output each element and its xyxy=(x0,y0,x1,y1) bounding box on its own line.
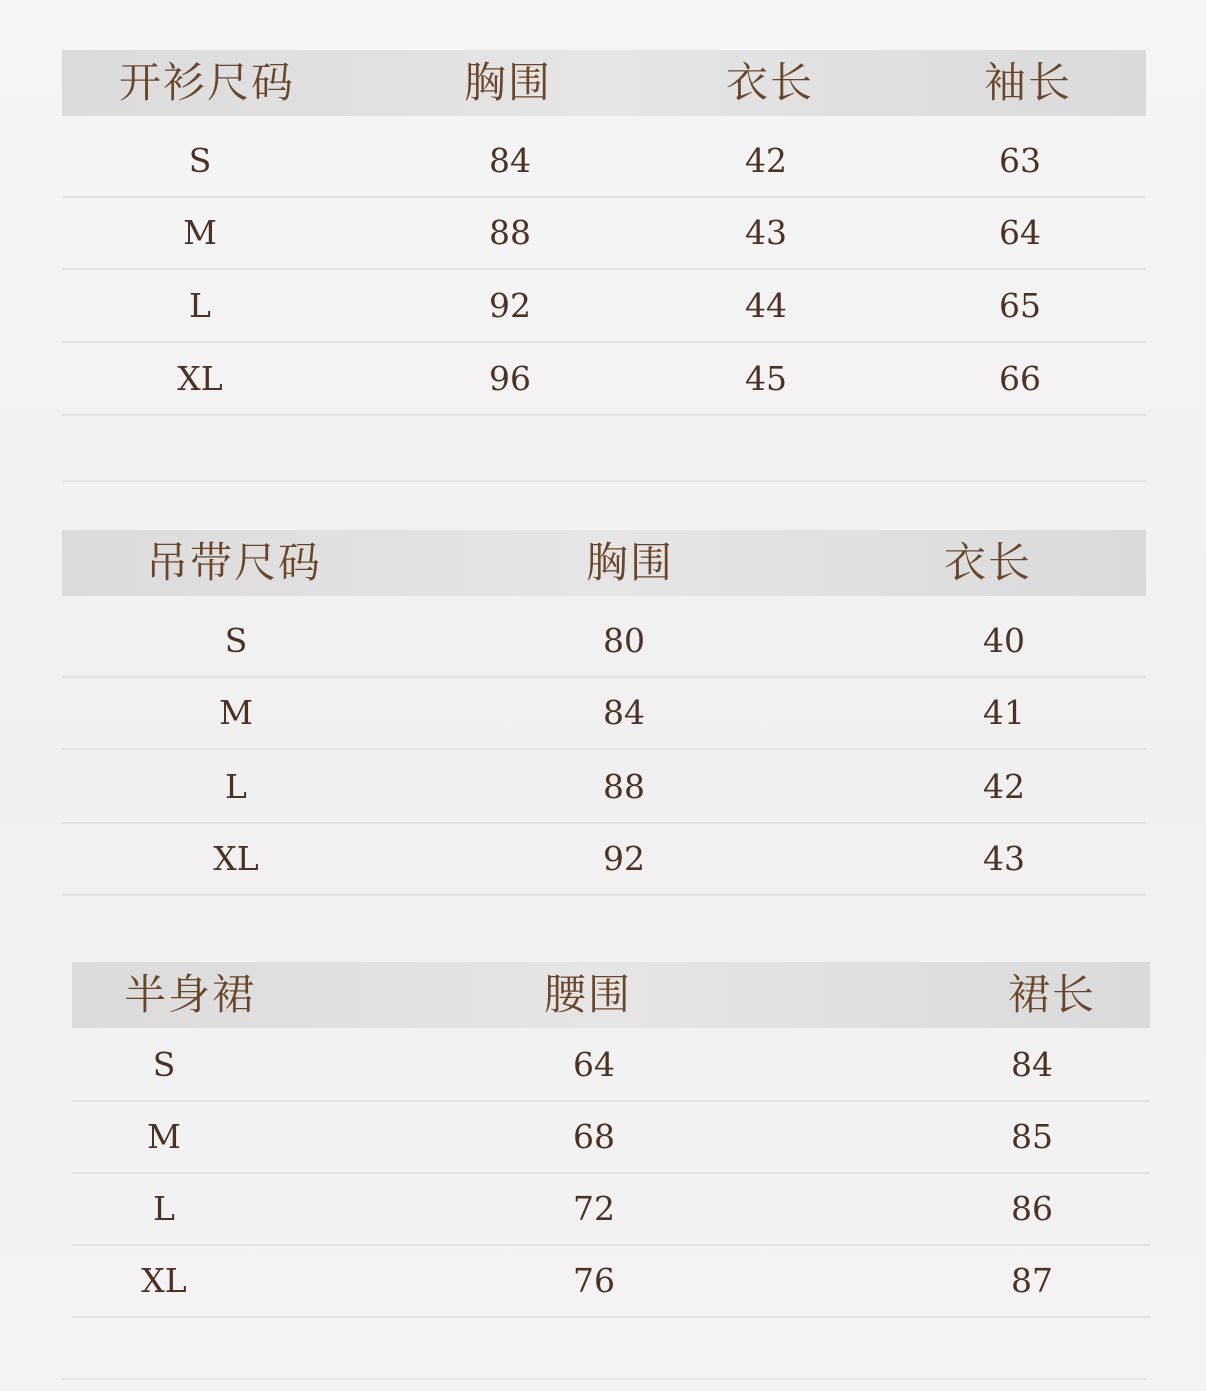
skirt-length-cell: 86 xyxy=(1011,1189,1053,1228)
sleeve-cell: 63 xyxy=(999,141,1041,180)
waist-cell: 72 xyxy=(573,1189,615,1228)
sleeve-cell: 66 xyxy=(999,359,1041,398)
skirt-length-cell: 84 xyxy=(1011,1045,1053,1084)
table-row xyxy=(62,198,1146,270)
header-size: 吊带尺码 xyxy=(145,538,323,587)
size-cell: XL xyxy=(141,1261,187,1300)
camisole-table-header xyxy=(62,530,1146,596)
row-divider xyxy=(72,1316,1150,1318)
table-row xyxy=(62,606,1146,678)
length-cell: 42 xyxy=(983,767,1025,806)
skirt-length-cell: 85 xyxy=(1011,1117,1053,1156)
bust-cell: 84 xyxy=(603,693,645,732)
table-row xyxy=(62,824,1146,896)
size-cell: XL xyxy=(213,839,259,878)
size-cell: S xyxy=(224,621,248,660)
table-row xyxy=(72,1102,1150,1174)
bust-cell: 80 xyxy=(603,621,645,660)
waist-cell: 76 xyxy=(573,1261,615,1300)
table-row xyxy=(62,752,1146,824)
size-cell: M xyxy=(147,1117,181,1156)
table-row xyxy=(72,1174,1150,1246)
skirt-size-table xyxy=(72,962,1150,1312)
size-cell: S xyxy=(152,1045,176,1084)
row-divider xyxy=(62,414,1146,416)
bust-cell: 96 xyxy=(489,359,531,398)
length-cell: 40 xyxy=(983,621,1025,660)
size-cell: S xyxy=(188,141,212,180)
table-row xyxy=(72,1030,1150,1102)
bust-cell: 84 xyxy=(489,141,531,180)
size-cell: L xyxy=(153,1189,175,1228)
header-bust: 胸围 xyxy=(585,538,675,587)
sleeve-cell: 65 xyxy=(999,286,1041,325)
size-cell: M xyxy=(183,213,217,252)
row-divider xyxy=(62,894,1146,896)
header-waist: 腰围 xyxy=(543,970,633,1019)
row-divider xyxy=(62,341,1146,343)
waist-cell: 64 xyxy=(573,1045,615,1084)
table-row xyxy=(62,126,1146,198)
header-sleeve: 袖长 xyxy=(983,58,1073,107)
table-row xyxy=(62,678,1146,750)
skirt-table-header xyxy=(72,962,1150,1028)
size-cell: L xyxy=(225,767,247,806)
length-cell: 44 xyxy=(745,286,787,325)
header-length: 衣长 xyxy=(943,538,1033,587)
length-cell: 41 xyxy=(983,693,1025,732)
length-cell: 43 xyxy=(983,839,1025,878)
table-row xyxy=(62,271,1146,343)
length-cell: 42 xyxy=(745,141,787,180)
section-divider xyxy=(62,480,1146,482)
camisole-size-table xyxy=(62,530,1146,892)
cardigan-table-header xyxy=(62,50,1146,116)
waist-cell: 68 xyxy=(573,1117,615,1156)
header-size: 开衫尺码 xyxy=(118,58,296,107)
header-size: 半身裙 xyxy=(123,970,257,1019)
header-length: 衣长 xyxy=(725,58,815,107)
row-divider xyxy=(62,268,1146,270)
header-bust: 胸围 xyxy=(463,58,553,107)
skirt-length-cell: 87 xyxy=(1011,1261,1053,1300)
length-cell: 45 xyxy=(745,359,787,398)
length-cell: 43 xyxy=(745,213,787,252)
bust-cell: 92 xyxy=(489,286,531,325)
cardigan-size-table xyxy=(62,50,1146,412)
size-cell: M xyxy=(219,693,253,732)
row-divider xyxy=(62,748,1146,750)
bust-cell: 92 xyxy=(603,839,645,878)
size-cell: L xyxy=(189,286,211,325)
bottom-divider xyxy=(62,1378,1146,1380)
table-row xyxy=(72,1246,1150,1318)
table-row xyxy=(62,344,1146,416)
sleeve-cell: 64 xyxy=(999,213,1041,252)
bust-cell: 88 xyxy=(489,213,531,252)
size-cell: XL xyxy=(177,359,223,398)
header-skirt-length: 裙长 xyxy=(1007,970,1097,1019)
bust-cell: 88 xyxy=(603,767,645,806)
